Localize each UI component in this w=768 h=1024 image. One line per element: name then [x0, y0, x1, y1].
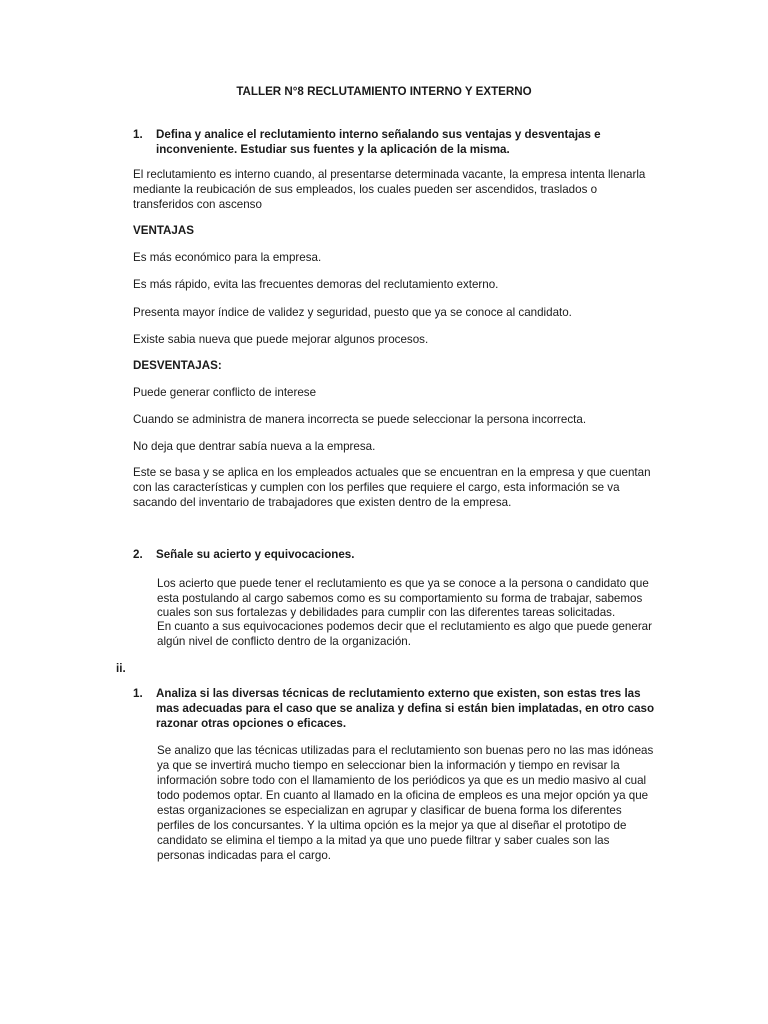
aplicacion-line: con las características y cumplen con los perfiles que requiere el cargo, esta información se va [133, 481, 620, 494]
question-3 [133, 686, 753, 731]
question-text-line: mas adecuadas para el caso que se analiza y defina si están bien implatadas, en otro caso [156, 702, 655, 715]
answer-line: todo podemos optar. En cuanto al llamado en la oficina de empleos es una mejor opción ya que [157, 789, 649, 802]
answer-line: En cuanto a sus equivocaciones podemos decir que el reclutamiento es algo que puede generar [157, 620, 652, 633]
question-1 [133, 127, 753, 157]
ventajas-heading: VENTAJAS [133, 224, 194, 237]
answer-line: estas organizaciones se especializan en agrupar y clasificar de buena forma los diferentes [157, 804, 622, 817]
intro-line: transferidos con ascenso [133, 198, 262, 211]
page-title: TALLER N°8 RECLUTAMIENTO INTERNO Y EXTERNO [236, 85, 532, 98]
ventaja-item: Es más económico para la empresa. [133, 251, 322, 264]
desventajas-heading: DESVENTAJAS: [133, 359, 222, 372]
question-text-line: razonar otras opciones o eficaces. [156, 717, 347, 730]
aplicacion-line: sacando del inventario de trabajadores que existen dentro de la empresa. [133, 496, 512, 509]
question-2 [133, 547, 753, 562]
question-number: 1. [133, 687, 143, 700]
answer-line: perfiles de los concursantes. Y la ultima opción es la mejor ya que al diseñar el prototipo de [157, 819, 627, 832]
answer-line: información sobre todo con el llamamiento de los periódicos ya que es un medio masivo al cual [157, 774, 647, 787]
intro-line: El reclutamiento es interno cuando, al presentarse determinada vacante, la empresa intenta llenarla [133, 168, 646, 181]
answer-line: algún nivel de conflicto dentro de la organización. [157, 635, 411, 648]
intro-line: mediante la reubicación de sus empleados, los cuales pueden ser ascendidos, traslados o [133, 183, 598, 196]
aplicacion-line: Este se basa y se aplica en los empleados actuales que se encuentran en la empresa y que cuentan [133, 466, 651, 479]
answer-line: Los acierto que puede tener el reclutamiento es que ya se conoce a la persona o candidato que [157, 577, 649, 590]
ventaja-item: Es más rápido, evita las frecuentes demoras del reclutamiento externo. [133, 278, 499, 291]
desventaja-item: Puede generar conflicto de interese [133, 386, 317, 399]
answer-line: cuales son sus fortalezas y debilidades para cumplir con las diferentes tareas solicitadas. [157, 606, 616, 619]
desventaja-item: Cuando se administra de manera incorrecta se puede seleccionar la persona incorrecta. [133, 413, 587, 426]
question-text-line: Analiza si las diversas técnicas de reclutamiento externo que existen, son estas tres las [156, 687, 641, 700]
answer-line: ya que se invertirá mucho tiempo en seleccionar bien la información y tiempo en revisar la [157, 759, 620, 772]
question-number: 1. [133, 128, 143, 141]
answer-line: esta postulando al cargo sabemos como es su comportamiento su forma de trabajar, sabemos [157, 592, 643, 605]
question-text-line: Señale su acierto y equivocaciones. [156, 548, 355, 561]
question-text-line: inconveniente. Estudiar sus fuentes y la aplicación de la misma. [156, 143, 510, 156]
ventaja-item: Presenta mayor índice de validez y seguridad, puesto que ya se conoce al candidato. [133, 306, 572, 319]
answer-line: Se analizo que las técnicas utilizadas para el reclutamiento son buenas pero no las mas idóneas [157, 744, 654, 757]
desventaja-item: No deja que dentrar sabía nueva a la empresa. [133, 440, 376, 453]
question-number: 2. [133, 548, 143, 561]
question-text-line: Defina y analice el reclutamiento interno señalando sus ventajas y desventajas e [156, 128, 601, 141]
section-number: ii. [116, 662, 126, 675]
answer-line: candidato se elimina el tiempo a la mitad ya que uno puede filtrar y saber cuales son las [157, 834, 610, 847]
ventaja-item: Existe sabia nueva que puede mejorar algunos procesos. [133, 333, 429, 346]
answer-line: personas indicadas para el cargo. [157, 849, 332, 862]
